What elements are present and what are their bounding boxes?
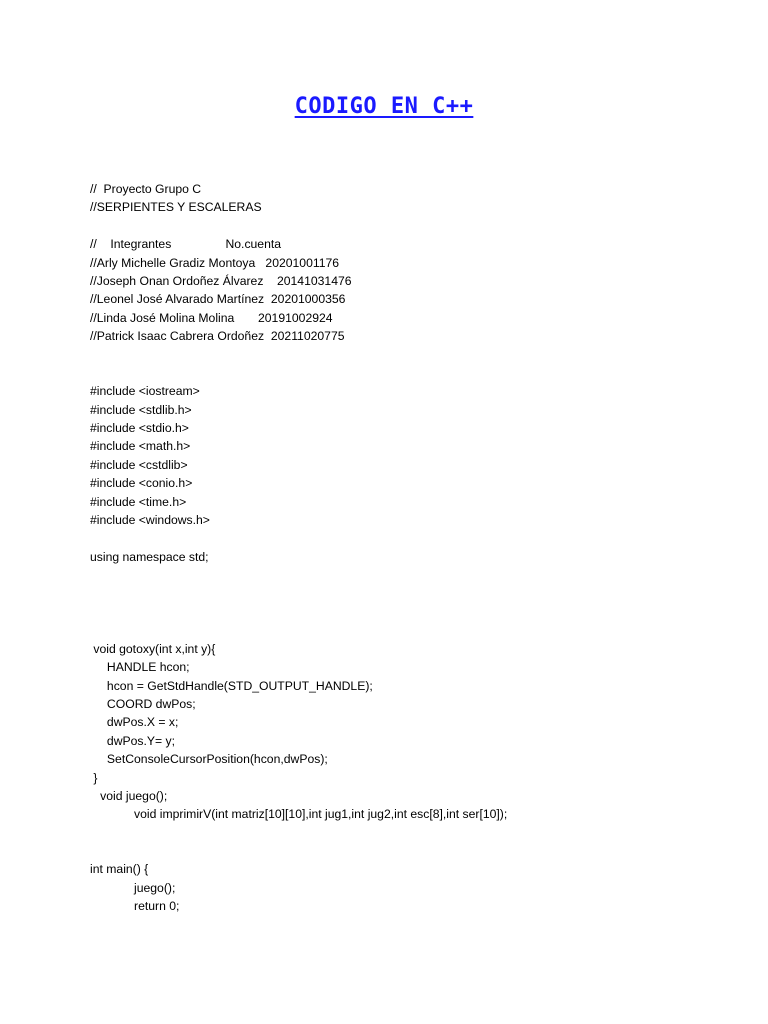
blank-line [90, 842, 730, 860]
code-line: #include <time.h> [90, 494, 187, 509]
code-line: juego(); [90, 880, 176, 895]
code-line: // Integrantes No.cuenta [90, 237, 282, 252]
code-line: void gotoxy(int x,int y){ [90, 641, 216, 656]
code-line: HANDLE hcon; [90, 660, 190, 675]
document-title: CODIGO EN C++ [294, 94, 474, 119]
code-line: SetConsoleCursorPosition(hcon,dwPos); [90, 752, 328, 767]
blank-line [90, 566, 730, 584]
code-line: return 0; [90, 899, 180, 914]
code-line: using namespace std; [90, 549, 209, 564]
code-line: #include <stdio.h> [90, 421, 189, 436]
blank-line [90, 364, 730, 382]
code-line: #include <iostream> [90, 384, 200, 399]
code-line: int main() { [90, 862, 149, 877]
code-line: dwPos.X = x; [90, 715, 179, 730]
blank-line [90, 585, 730, 603]
blank-line [90, 621, 730, 639]
code-line: hcon = GetStdHandle(STD_OUTPUT_HANDLE); [90, 678, 373, 693]
code-line: COORD dwPos; [90, 696, 196, 711]
code-line: #include <stdlib.h> [90, 402, 192, 417]
blank-line [90, 529, 730, 547]
code-line: //Patrick Isaac Cabrera Ordoñez 20211020775 [90, 329, 345, 344]
code-line: void imprimirV(int matriz[10][10],int jug1,int jug2,int esc[8],int ser[10]); [90, 807, 508, 822]
code-line: //Linda José Molina Molina 20191002924 [90, 310, 333, 325]
blank-line [90, 824, 730, 842]
code-line: //Leonel José Alvarado Martínez 20201000356 [90, 292, 346, 307]
code-line: //Joseph Onan Ordoñez Álvarez 20141031476 [90, 273, 352, 288]
code-line: dwPos.Y= y; [90, 733, 176, 748]
blank-line [90, 346, 730, 364]
code-line: #include <math.h> [90, 439, 191, 454]
code-line: //SERPIENTES Y ESCALERAS [90, 200, 262, 215]
blank-line [90, 603, 730, 621]
code-line: void juego(); [90, 788, 168, 803]
code-line: #include <windows.h> [90, 513, 210, 528]
code-line: } [90, 770, 98, 785]
code-block [90, 180, 730, 916]
code-line: // Proyecto Grupo C [90, 182, 202, 196]
code-line: #include <conio.h> [90, 476, 193, 491]
code-line: //Arly Michelle Gradiz Montoya 20201001176 [90, 255, 340, 270]
blank-line [90, 217, 730, 235]
code-line: #include <cstdlib> [90, 457, 188, 472]
